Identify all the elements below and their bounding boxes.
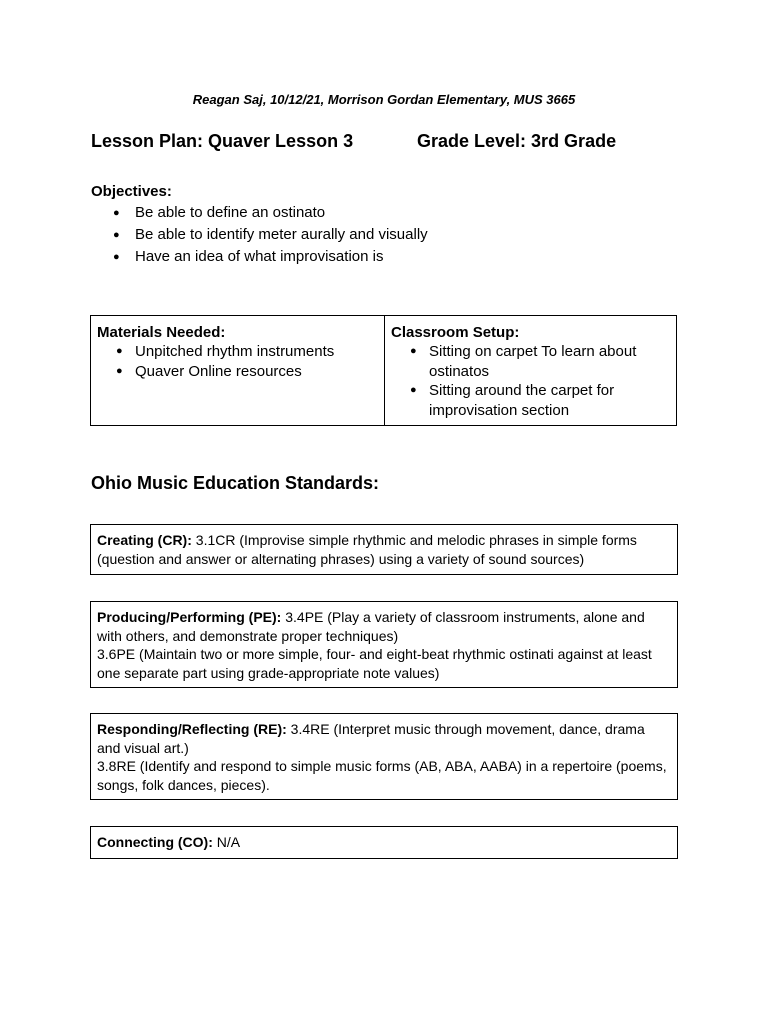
list-item: ● Sitting around the carpet for improvisation section (391, 381, 670, 420)
responding-text-2: 3.8RE (Identify and respond to simple music forms (AB, ABA, AABA) in a repertoire (poems, songs, folk dances, pieces). (97, 758, 667, 793)
lesson-plan-title: Lesson Plan: Quaver Lesson 3 (91, 131, 354, 151)
list-item: ● Be able to define an ostinato (91, 202, 428, 224)
list-item: ● Be able to identify meter aurally and visually (91, 224, 428, 246)
materials-cell (91, 316, 385, 425)
creating-text: 3.1CR (Improvise simple rhythmic and melodic phrases in simple forms (question and answer or alternating phrases) using a variety of sound sources) (97, 532, 637, 567)
list-item: ● Quaver Online resources (97, 362, 378, 382)
objectives-label: Objectives: (91, 183, 172, 200)
connecting-text: N/A (212, 834, 241, 850)
classroom-setup-list (391, 342, 670, 420)
classroom-setup-cell (385, 316, 676, 425)
responding-text: 3.4RE (Interpret music through movement, dance, drama and visual art.) (97, 721, 645, 756)
producing-standard-box (90, 601, 678, 688)
list-item: ● Sitting on carpet To learn about ostinatos (391, 342, 670, 381)
list-item: ● Unpitched rhythm instruments (97, 342, 378, 362)
author-header: Reagan Saj, 10/12/21, Morrison Gordan Elementary, MUS 3665 (192, 92, 576, 107)
list-item: ● Have an idea of what improvisation is (91, 246, 428, 268)
classroom-setup-label: Classroom Setup: (391, 324, 520, 341)
materials-label: Materials Needed: (97, 324, 226, 341)
connecting-label: Connecting (CO): (97, 834, 213, 850)
responding-standard-box (90, 713, 678, 800)
title-row (91, 131, 617, 152)
objectives-list (91, 202, 428, 268)
grade-level-title: Grade Level: 3rd Grade (417, 131, 617, 151)
materials-list (97, 342, 378, 381)
creating-standard-box (90, 524, 678, 575)
producing-text-2: 3.6PE (Maintain two or more simple, four- and eight-beat rhythmic ostinati against at least one separate part using grade-appropriate note values) (97, 646, 652, 681)
objectives-section (91, 182, 428, 268)
producing-text: 3.4PE (Play a variety of classroom instruments, alone and with others, and demonstrate proper techniques) (97, 609, 645, 644)
responding-label: Responding/Reflecting (RE): (97, 721, 287, 737)
creating-label: Creating (CR): (97, 532, 192, 548)
standards-heading: Ohio Music Education Standards: (91, 473, 380, 493)
connecting-standard-box (90, 826, 678, 859)
producing-label: Producing/Performing (PE): (97, 609, 282, 625)
materials-setup-table (90, 315, 677, 426)
